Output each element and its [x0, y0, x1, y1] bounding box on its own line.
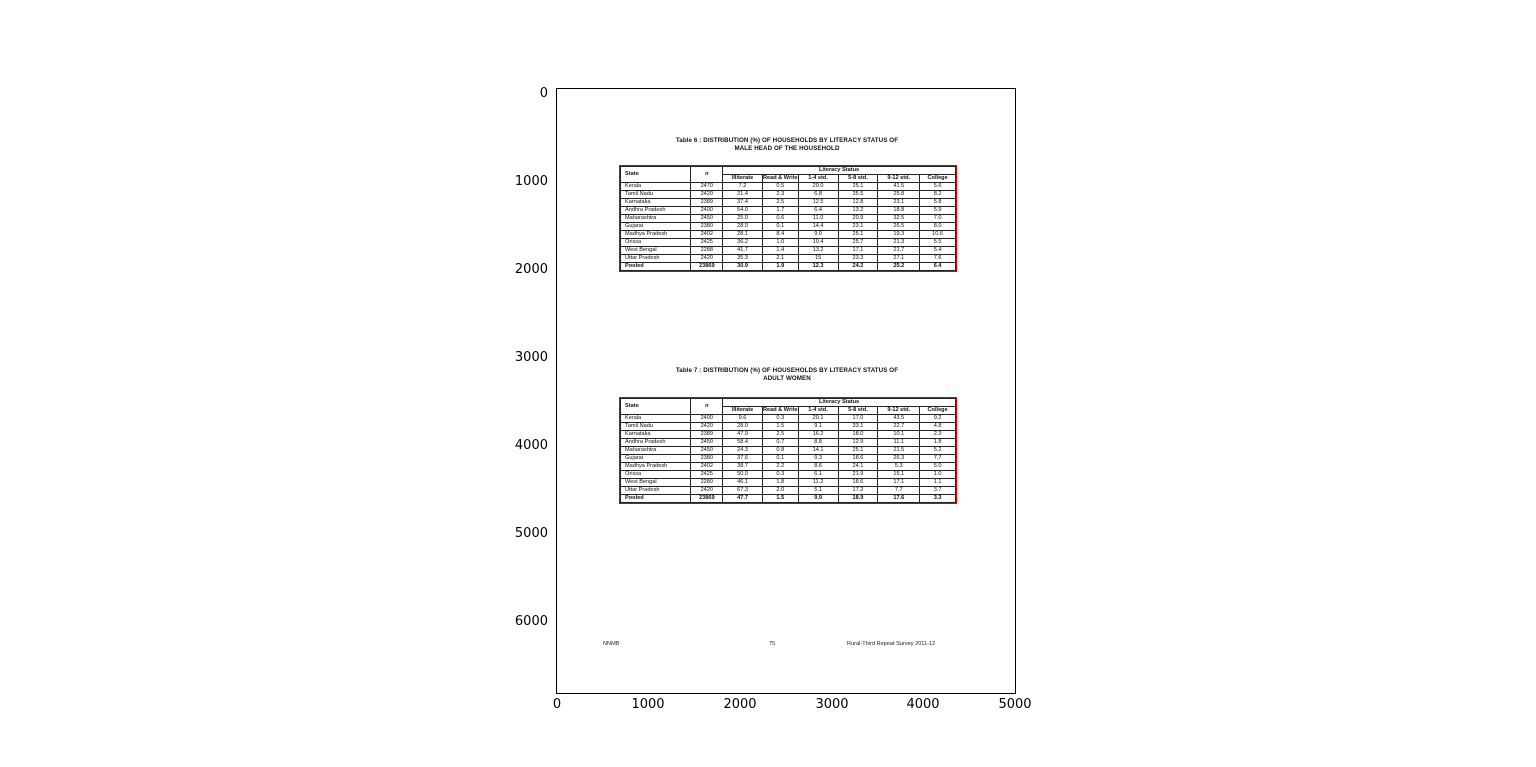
cell-9-12: 27.1	[878, 255, 920, 263]
plot-area	[556, 88, 1016, 694]
cell-n: 2420	[691, 255, 723, 263]
cell-9-12: 19.3	[878, 231, 920, 239]
table-row	[621, 231, 956, 239]
table7-col-state: State	[621, 399, 691, 415]
cell-5-8: 33.1	[838, 423, 878, 431]
cell-illiterate: 28.0	[723, 423, 763, 431]
table-row	[621, 215, 956, 223]
cell-n: 2425	[691, 239, 723, 247]
table6-col-9-12: 9-12 std.	[878, 175, 920, 183]
cell-n: 2402	[691, 463, 723, 471]
cell-5-8: 21.9	[838, 471, 878, 479]
cell-college: 4.8	[920, 423, 956, 431]
cell-state: Andhra Pradesh	[621, 439, 691, 447]
cell-1-4: 9.0	[798, 231, 838, 239]
table-row	[621, 479, 956, 487]
table-row	[621, 463, 956, 471]
cell-9-12: 26.5	[878, 223, 920, 231]
cell-n: 23869	[691, 495, 723, 503]
cell-read-write: 0.3	[762, 415, 798, 423]
x-tick-2000: 2000	[723, 697, 757, 712]
cell-read-write: 2.5	[762, 431, 798, 439]
cell-read-write: 1.0	[762, 239, 798, 247]
cell-1-4: 12.3	[798, 263, 838, 271]
cell-n: 2420	[691, 191, 723, 199]
table6-body	[621, 183, 956, 271]
cell-5-8: 17.2	[838, 487, 878, 495]
cell-college: 3.3	[920, 495, 956, 503]
cell-9-12: 41.5	[878, 183, 920, 191]
table-row	[621, 471, 956, 479]
table-row	[621, 183, 956, 191]
cell-9-12: 17.6	[878, 495, 920, 503]
y-tick-4000: 4000	[514, 438, 548, 453]
cell-illiterate: 50.0	[723, 471, 763, 479]
table7-group-literacy-status: Literacy Status	[723, 399, 956, 407]
table6-col-read-write: Read & Write	[762, 175, 798, 181]
cell-1-4: 16.2	[798, 431, 838, 439]
table7-grid	[620, 398, 956, 503]
cell-state: Kerala	[621, 183, 691, 191]
table-row	[621, 255, 956, 263]
cell-1-4: 15	[798, 255, 838, 263]
table6-title: Table 6 : DISTRIBUTION (%) OF HOUSEHOLDS BY LITERACY STATUS OF MALE HEAD OF THE HOUSEHOLD	[675, 137, 899, 152]
cell-state: Kerala	[621, 415, 691, 423]
table-row	[621, 191, 956, 199]
cell-illiterate: 67.3	[723, 487, 763, 495]
cell-1-4: 6.1	[798, 471, 838, 479]
table7-col-5-8: 5-8 std.	[838, 407, 878, 415]
cell-9-12: 22.7	[878, 423, 920, 431]
cell-college: 8.0	[920, 223, 956, 231]
table-row	[621, 415, 956, 423]
cell-illiterate: 24.3	[723, 447, 763, 455]
cell-9-12: 32.5	[878, 215, 920, 223]
cell-state: Pooled	[621, 263, 691, 271]
cell-read-write: 1.5	[762, 423, 798, 431]
cell-5-8: 18.6	[838, 479, 878, 487]
cell-n: 2380	[691, 223, 723, 231]
cell-n: 2425	[691, 471, 723, 479]
cell-illiterate: 58.4	[723, 439, 763, 447]
cell-read-write: 2.2	[762, 463, 798, 471]
table7	[619, 397, 957, 504]
cell-read-write: 1.4	[762, 247, 798, 255]
cell-9-12: 10.1	[878, 431, 920, 439]
cell-1-4: 12.5	[798, 199, 838, 207]
cell-illiterate: 35.3	[723, 255, 763, 263]
cell-read-write: 0.6	[762, 215, 798, 223]
cell-1-4: 20.0	[798, 183, 838, 191]
cell-read-write: 1.8	[762, 479, 798, 487]
cell-read-write: 2.3	[762, 191, 798, 199]
cell-5-8: 12.9	[838, 439, 878, 447]
cell-state: Tamil Nadu	[621, 191, 691, 199]
table6-grid	[620, 166, 956, 271]
cell-1-4: 8.8	[798, 439, 838, 447]
cell-read-write: 0.1	[762, 223, 798, 231]
cell-5-8: 25.1	[838, 183, 878, 191]
cell-n: 2420	[691, 423, 723, 431]
cell-read-write: 0.5	[762, 183, 798, 191]
cell-n: 2420	[691, 487, 723, 495]
cell-9-12: 21.5	[878, 447, 920, 455]
cell-state: Andhra Pradesh	[621, 207, 691, 215]
y-tick-1000: 1000	[514, 174, 548, 189]
table7-col-college: College	[920, 407, 956, 415]
cell-illiterate: 28.1	[723, 231, 763, 239]
x-tick-3000: 3000	[815, 697, 849, 712]
cell-n: 2470	[691, 183, 723, 191]
cell-9-12: 11.1	[878, 439, 920, 447]
cell-9-12: 43.5	[878, 415, 920, 423]
table-row	[621, 199, 956, 207]
x-tick-0: 0	[552, 697, 562, 712]
x-tick-4000: 4000	[906, 697, 940, 712]
cell-9-12: 26.3	[878, 455, 920, 463]
cell-1-4: 8.6	[798, 463, 838, 471]
table6-col-n: n	[691, 167, 723, 183]
cell-9-12: 23.1	[878, 199, 920, 207]
cell-n: 2380	[691, 455, 723, 463]
cell-illiterate: 28.0	[723, 223, 763, 231]
table-row	[621, 439, 956, 447]
cell-college: 6.4	[920, 263, 956, 271]
table7-pooled-row	[621, 495, 956, 503]
table6	[619, 165, 957, 272]
cell-state: Maharashtra	[621, 215, 691, 223]
y-tick-5000: 5000	[514, 526, 548, 541]
cell-state: Uttar Pradesh	[621, 255, 691, 263]
cell-college: 5.0	[920, 463, 956, 471]
cell-n: 2288	[691, 247, 723, 255]
table6-pooled-row	[621, 263, 956, 271]
cell-college: 1.0	[920, 471, 956, 479]
table6-col-illiterate: Illiterate	[723, 175, 763, 183]
cell-5-8: 18.6	[838, 455, 878, 463]
cell-college: 5.5	[920, 239, 956, 247]
cell-9-12: 15.1	[878, 471, 920, 479]
cell-state: West Bengal	[621, 479, 691, 487]
table7-col-1-4: 1-4 std.	[798, 407, 838, 415]
cell-9-12: 25.8	[878, 191, 920, 199]
table6-col-5-8: 5-8 std.	[838, 175, 878, 183]
cell-illiterate: 54.0	[723, 207, 763, 215]
cell-illiterate: 37.4	[723, 199, 763, 207]
cell-college: 9.2	[920, 415, 956, 423]
cell-college: 5.8	[920, 199, 956, 207]
cell-state: Orissa	[621, 471, 691, 479]
cell-college: 7.6	[920, 255, 956, 263]
cell-illiterate: 7.2	[723, 183, 763, 191]
cell-college: 1.8	[920, 439, 956, 447]
table6-col-college: College	[920, 175, 956, 183]
table7-title: Table 7 : DISTRIBUTION (%) OF HOUSEHOLDS BY LITERACY STATUS OF ADULT WOMEN	[675, 367, 899, 382]
cell-illiterate: 9.6	[723, 415, 763, 423]
cell-state: Orissa	[621, 239, 691, 247]
cell-college: 3.7	[920, 487, 956, 495]
cell-state: Gujarat	[621, 223, 691, 231]
table6-group-literacy-status: Literacy Status	[723, 167, 956, 175]
cell-illiterate: 41.7	[723, 247, 763, 255]
cell-read-write: 0.8	[762, 447, 798, 455]
cell-n: 2450	[691, 447, 723, 455]
cell-college: 5.6	[920, 183, 956, 191]
cell-state: Madhya Pradesh	[621, 463, 691, 471]
cell-read-write: 1.5	[762, 495, 798, 503]
cell-n: 2450	[691, 439, 723, 447]
cell-n: 23869	[691, 263, 723, 271]
cell-1-4: 10.4	[798, 239, 838, 247]
cell-n: 2450	[691, 215, 723, 223]
cell-illiterate: 38.7	[723, 463, 763, 471]
table7-body	[621, 415, 956, 503]
cell-college: 1.1	[920, 479, 956, 487]
cell-read-write: 8.4	[762, 231, 798, 239]
cell-state: Gujarat	[621, 455, 691, 463]
cell-5-8: 23.1	[838, 223, 878, 231]
cell-1-4: 6.8	[798, 191, 838, 199]
cell-5-8: 25.7	[838, 239, 878, 247]
x-tick-5000: 5000	[998, 697, 1032, 712]
cell-1-4: 11.2	[798, 479, 838, 487]
cell-read-write: 1.9	[762, 263, 798, 271]
cell-college: 7.7	[920, 455, 956, 463]
cell-state: Uttar Pradesh	[621, 487, 691, 495]
cell-5-8: 25.1	[838, 231, 878, 239]
cell-read-write: 0.1	[762, 455, 798, 463]
table7-group-header-row	[621, 399, 956, 407]
cell-illiterate: 21.4	[723, 191, 763, 199]
cell-state: West Bengal	[621, 247, 691, 255]
cell-1-4: 9.1	[798, 423, 838, 431]
cell-1-4: 9.9	[798, 495, 838, 503]
cell-n: 2280	[691, 479, 723, 487]
cell-n: 2400	[691, 207, 723, 215]
cell-college: 5.4	[920, 247, 956, 255]
cell-5-8: 25.1	[838, 447, 878, 455]
table7-col-read-write: Read & Write	[762, 407, 798, 413]
cell-5-8: 23.3	[838, 255, 878, 263]
cell-read-write: 2.0	[762, 487, 798, 495]
cell-state: Maharashtra	[621, 447, 691, 455]
cell-college: 8.2	[920, 191, 956, 199]
cell-1-4: 9.3	[798, 455, 838, 463]
table-row	[621, 487, 956, 495]
table-row	[621, 431, 956, 439]
table-row	[621, 247, 956, 255]
table-row	[621, 455, 956, 463]
cell-college: 7.0	[920, 215, 956, 223]
table-row	[621, 239, 956, 247]
cell-read-write: 0.3	[762, 471, 798, 479]
table-row	[621, 223, 956, 231]
cell-5-8: 17.0	[838, 415, 878, 423]
cell-5-8: 12.8	[838, 199, 878, 207]
cell-state: Madhya Pradesh	[621, 231, 691, 239]
cell-9-12: 21.3	[878, 239, 920, 247]
cell-illiterate: 36.2	[723, 239, 763, 247]
cell-5-8: 18.0	[838, 431, 878, 439]
cell-1-4: 6.4	[798, 207, 838, 215]
cell-1-4: 20.1	[798, 415, 838, 423]
cell-5-8: 24.2	[838, 263, 878, 271]
cell-state: Karnataka	[621, 199, 691, 207]
cell-illiterate: 30.9	[723, 263, 763, 271]
cell-read-write: 1.7	[762, 207, 798, 215]
cell-1-4: 11.0	[798, 215, 838, 223]
cell-illiterate: 47.9	[723, 431, 763, 439]
cell-9-12: 5.3	[878, 463, 920, 471]
table-row	[621, 207, 956, 215]
cell-1-4: 5.1	[798, 487, 838, 495]
document-content	[557, 89, 1017, 695]
cell-illiterate: 37.6	[723, 455, 763, 463]
cell-5-8: 20.9	[838, 215, 878, 223]
cell-5-8: 13.2	[838, 207, 878, 215]
table6-group-header-row	[621, 167, 956, 175]
y-tick-3000: 3000	[514, 350, 548, 365]
y-tick-0: 0	[539, 86, 548, 101]
cell-n: 2402	[691, 231, 723, 239]
cell-9-12: 17.1	[878, 479, 920, 487]
cell-college: 2.3	[920, 431, 956, 439]
cell-college: 10.6	[920, 231, 956, 239]
table6-col-state: State	[621, 167, 691, 183]
x-tick-1000: 1000	[631, 697, 665, 712]
cell-illiterate: 46.1	[723, 479, 763, 487]
table-row	[621, 423, 956, 431]
cell-college: 5.2	[920, 447, 956, 455]
table7-col-illiterate: Illiterate	[723, 407, 763, 415]
cell-n: 2389	[691, 199, 723, 207]
table6-col-1-4: 1-4 std.	[798, 175, 838, 183]
cell-n: 2389	[691, 431, 723, 439]
cell-n: 2400	[691, 415, 723, 423]
footer-page-number: 75	[769, 641, 776, 647]
y-tick-6000: 6000	[514, 614, 548, 629]
footer-right: Rural-Third Repeat Survey 2011-12	[847, 641, 936, 647]
cell-1-4: 14.4	[798, 223, 838, 231]
cell-5-8: 18.9	[838, 495, 878, 503]
footer-left: NNMB	[603, 641, 620, 647]
cell-read-write: 0.7	[762, 439, 798, 447]
document-page	[556, 88, 1016, 694]
cell-illiterate: 47.7	[723, 495, 763, 503]
cell-read-write: 2.5	[762, 199, 798, 207]
cell-9-12: 21.7	[878, 247, 920, 255]
cell-9-12: 25.2	[878, 263, 920, 271]
cell-state: Tamil Nadu	[621, 423, 691, 431]
cell-illiterate: 25.0	[723, 215, 763, 223]
table-row	[621, 447, 956, 455]
cell-5-8: 24.1	[838, 463, 878, 471]
y-tick-2000: 2000	[514, 262, 548, 277]
table7-col-9-12: 9-12 std.	[878, 407, 920, 415]
cell-state: Karnataka	[621, 431, 691, 439]
cell-5-8: 17.1	[838, 247, 878, 255]
cell-1-4: 13.2	[798, 247, 838, 255]
cell-state: Pooled	[621, 495, 691, 503]
cell-9-12: 7.7	[878, 487, 920, 495]
table7-col-n: n	[691, 399, 723, 415]
cell-college: 5.9	[920, 207, 956, 215]
cell-1-4: 14.1	[798, 447, 838, 455]
cell-5-8: 35.5	[838, 191, 878, 199]
cell-9-12: 18.8	[878, 207, 920, 215]
cell-read-write: 2.1	[762, 255, 798, 263]
